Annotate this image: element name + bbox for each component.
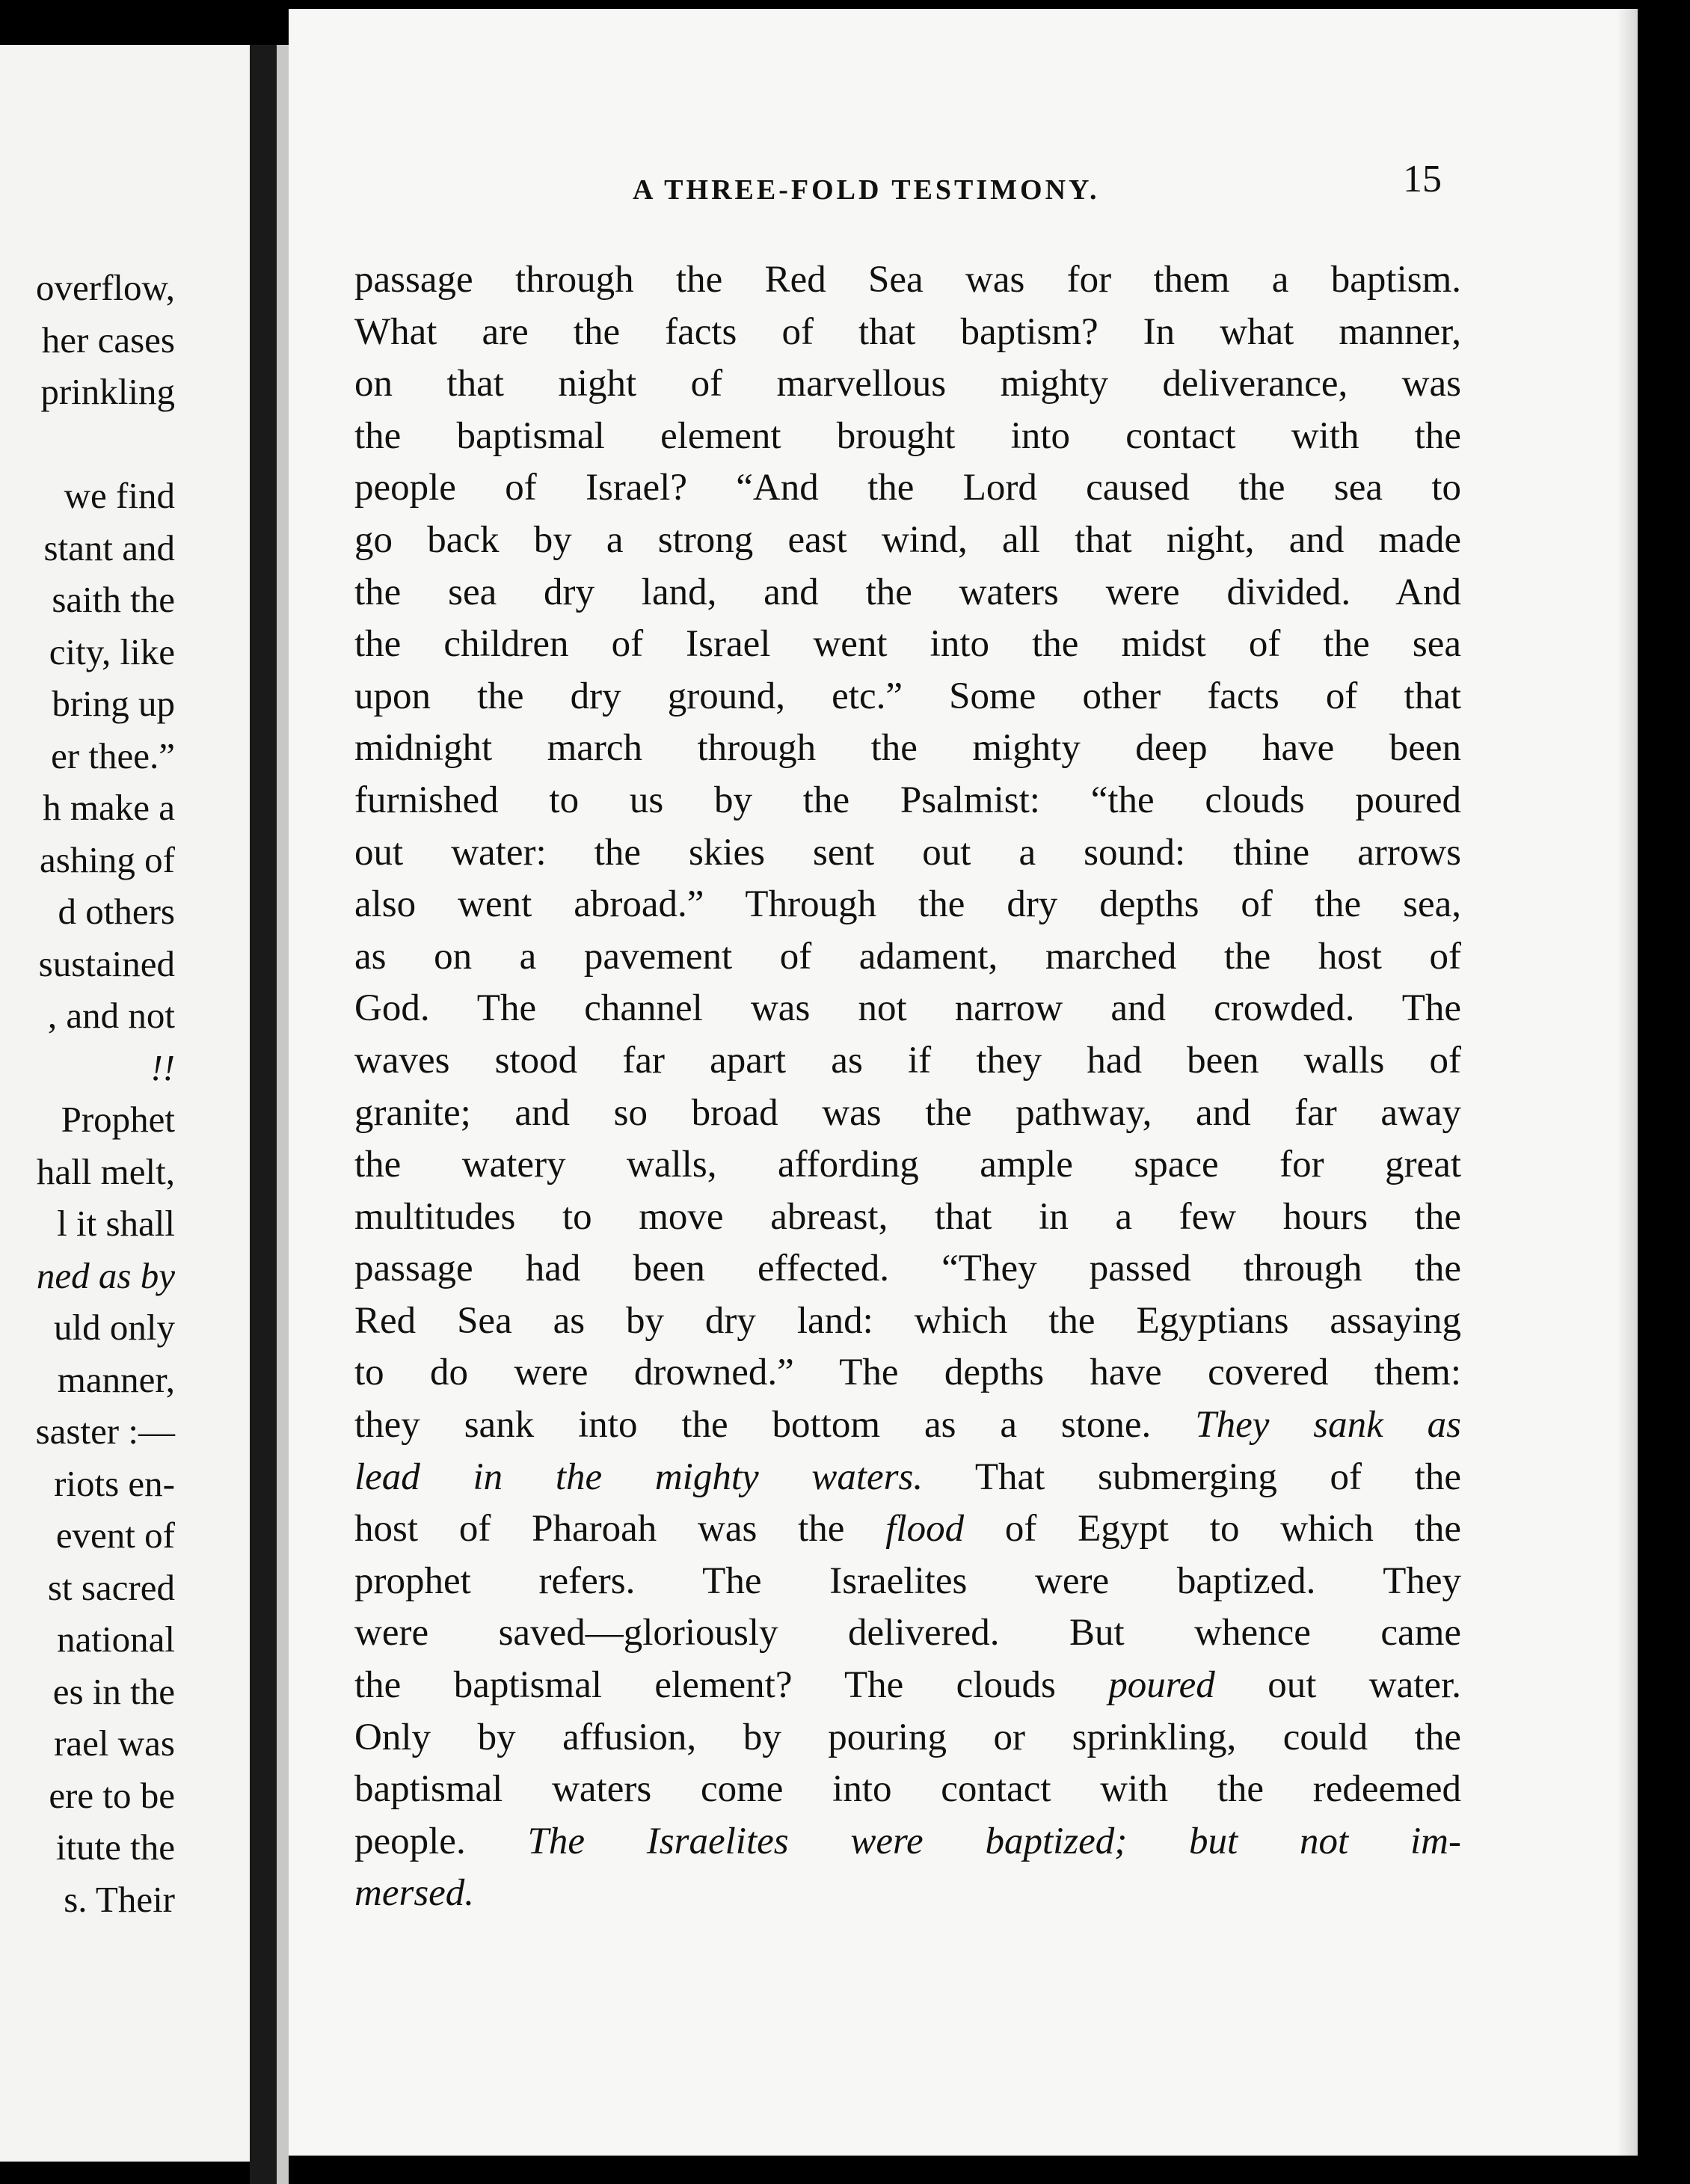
text-line <box>354 827 1461 880</box>
text-run: go back by a strong east wind, all that night, and made <box>354 518 1461 561</box>
left-text-line: saster :— <box>35 1411 175 1452</box>
text-line <box>354 1816 1461 1868</box>
left-text-line: h make a <box>43 787 175 828</box>
left-text-line: saith the <box>52 579 175 620</box>
text-line <box>354 775 1461 827</box>
italic-text-run: poured <box>1108 1664 1215 1707</box>
italic-text-run: flood <box>885 1508 965 1550</box>
text-run: the baptismal element brought into contact with the <box>354 414 1461 457</box>
left-text-line: rael was <box>54 1723 175 1764</box>
left-text-line: , and not <box>47 995 175 1036</box>
previous-page-fragment <box>0 45 250 2162</box>
text-run: That submerging of the <box>923 1456 1461 1498</box>
previous-page-text <box>0 262 175 1925</box>
left-text-line: riots en- <box>54 1462 175 1504</box>
left-text-line: ashing of <box>40 838 175 880</box>
text-line <box>354 879 1461 931</box>
text-line <box>354 1347 1461 1399</box>
text-line <box>354 462 1461 515</box>
text-run: of Egypt to which the <box>964 1508 1461 1550</box>
text-line <box>354 1607 1461 1660</box>
left-text-line: her cases <box>41 319 175 361</box>
left-text-line: manner, <box>57 1358 175 1400</box>
text-run: What are the facts of that baptism? In what manner, <box>354 310 1461 353</box>
text-line <box>354 1868 1461 1920</box>
text-run: the children of Israel went into the midst of the sea <box>354 623 1461 666</box>
text-run: out water. <box>1214 1664 1461 1707</box>
text-line <box>354 411 1461 463</box>
text-run: Only by affusion, by pouring or sprinkling, could the <box>354 1716 1461 1758</box>
italic-text-run: The Israelites were baptized; but not im- <box>527 1820 1461 1862</box>
left-text-line: we find <box>64 475 175 516</box>
text-run: as on a pavement of adament, marched the host of <box>354 935 1461 978</box>
text-line <box>354 1556 1461 1608</box>
book-gutter <box>250 45 277 2184</box>
left-text-line: ned as by <box>36 1254 175 1296</box>
text-run: passage through the Red Sea was for them a baptism. <box>354 259 1461 301</box>
page-number: 15 <box>1403 158 1442 200</box>
left-text-line: !! <box>150 1046 175 1088</box>
left-text-line: national <box>57 1619 175 1660</box>
text-run: were saved—gloriously delivered. But whence came <box>354 1612 1461 1654</box>
left-text-line: overflow, <box>36 267 175 308</box>
left-text-line: hall melt, <box>36 1150 175 1192</box>
text-run: the watery walls, affording ample space for great <box>354 1144 1461 1186</box>
left-text-line: sustained <box>38 942 175 984</box>
left-text-line: prinkling <box>40 371 175 412</box>
text-line <box>354 1191 1461 1244</box>
text-run: host of Pharoah was the <box>354 1508 886 1550</box>
left-text-line: ere to be <box>49 1774 175 1816</box>
text-line <box>354 358 1461 411</box>
text-run: on that night of marvellous mighty deliverance, was <box>354 363 1461 405</box>
left-text-line: Prophet <box>61 1099 175 1140</box>
text-run: furnished to us by the Psalmist: “the clouds poured <box>354 779 1461 821</box>
text-run: God. The channel was not narrow and crowded. The <box>354 987 1461 1030</box>
italic-text-run: mersed. <box>354 1872 475 1915</box>
text-run: prophet refers. The Israelites were baptized. They <box>354 1559 1461 1602</box>
left-text-line: s. Their <box>64 1878 175 1920</box>
left-text-line <box>0 418 175 470</box>
text-line <box>354 1399 1461 1452</box>
text-run: Red Sea as by dry land: which the Egyptians assaying <box>354 1299 1461 1342</box>
text-run: baptismal waters come into contact with the redeemed <box>354 1768 1461 1811</box>
text-line <box>354 983 1461 1035</box>
page-edge <box>277 45 289 2184</box>
running-head: A THREE-FOLD TESTIMONY. <box>633 174 1100 206</box>
text-line <box>354 723 1461 775</box>
left-text-line: bring up <box>52 683 175 724</box>
text-run: they sank into the bottom as a stone. <box>354 1404 1196 1447</box>
left-text-line: itute the <box>55 1826 175 1868</box>
text-line <box>354 1088 1461 1140</box>
page-body-text <box>354 254 1461 1920</box>
text-run: out water: the skies sent out a sound: thine arrows <box>354 831 1461 874</box>
page-edge-shadow <box>1617 9 1638 2156</box>
text-line <box>354 1243 1461 1295</box>
text-line <box>354 671 1461 723</box>
left-text-line: er thee.” <box>51 734 175 776</box>
text-line <box>354 1660 1461 1712</box>
text-line <box>354 1139 1461 1191</box>
text-run: granite; and so broad was the pathway, and far away <box>354 1091 1461 1134</box>
text-run: the sea dry land, and the waters were divided. And <box>354 571 1461 613</box>
text-line <box>354 1764 1461 1816</box>
text-line <box>354 619 1461 671</box>
text-run: midnight march through the mighty deep have been <box>354 727 1461 770</box>
text-line <box>354 1452 1461 1504</box>
left-text-line: st sacred <box>47 1566 175 1608</box>
left-text-line: stant and <box>43 527 175 568</box>
text-run: upon the dry ground, etc.” Some other facts of that <box>354 675 1461 717</box>
text-line <box>354 931 1461 984</box>
text-line <box>354 307 1461 359</box>
text-run: people of Israel? “And the Lord caused the sea to <box>354 467 1461 509</box>
text-run: also went abroad.” Through the dry depths of the sea, <box>354 883 1461 926</box>
text-line <box>354 515 1461 567</box>
text-line <box>354 1712 1461 1764</box>
text-run: passage had been effected. “They passed through the <box>354 1248 1461 1290</box>
text-line <box>354 1503 1461 1556</box>
left-text-line: event of <box>55 1515 175 1556</box>
text-run: the baptismal element? The clouds <box>354 1664 1109 1707</box>
text-line <box>354 254 1461 307</box>
text-line <box>354 1295 1461 1348</box>
text-run: people. <box>354 1820 528 1862</box>
left-text-line: d others <box>58 891 175 932</box>
text-run: waves stood far apart as if they had been walls of <box>354 1039 1461 1082</box>
left-text-line: city, like <box>49 631 175 672</box>
left-text-line: uld only <box>54 1307 175 1348</box>
current-page <box>289 9 1638 2156</box>
italic-text-run: They sank as <box>1195 1404 1461 1447</box>
text-run: multitudes to move abreast, that in a few hours the <box>354 1195 1461 1238</box>
left-text-line: es in the <box>52 1670 175 1712</box>
text-line <box>354 567 1461 619</box>
text-line <box>354 1035 1461 1088</box>
left-text-line: l it shall <box>57 1203 175 1244</box>
text-run: to do were drowned.” The depths have covered them: <box>354 1352 1461 1394</box>
italic-text-run: lead in the mighty waters. <box>354 1456 924 1498</box>
